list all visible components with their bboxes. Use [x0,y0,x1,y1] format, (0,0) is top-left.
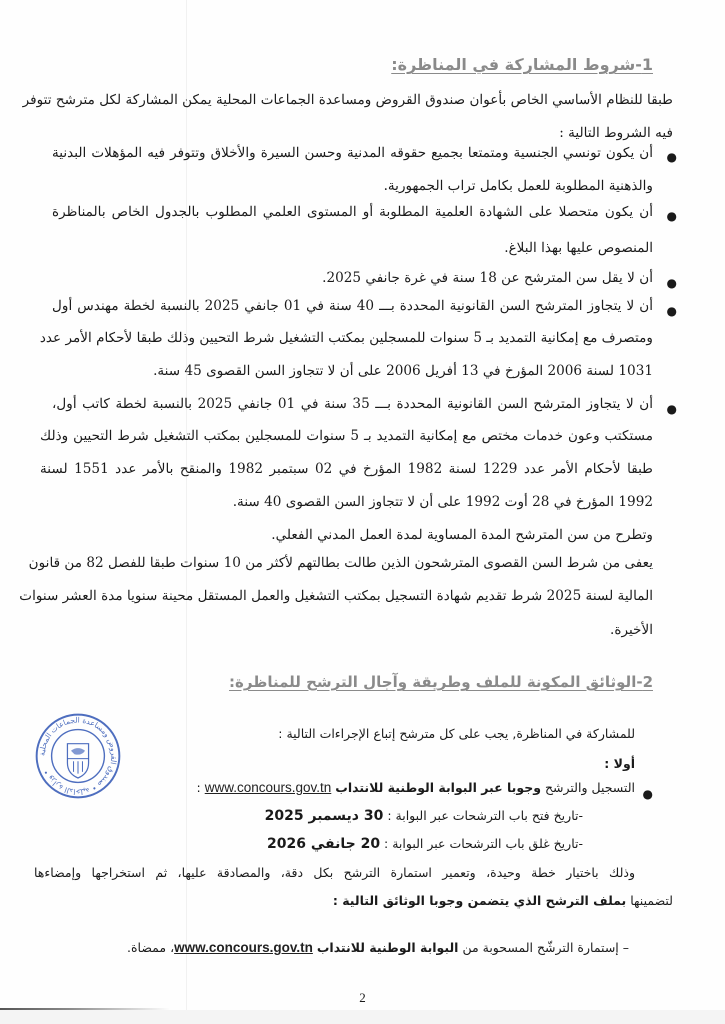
closing-date-value: 20 جانفي 2026 [267,836,381,852]
condition-2-line-2: المنصوص عليها بهذا البلاغ. [504,240,653,256]
procedure-line-1: وذلك باختيار خطة وحيدة، وتعمير استمارة الترشح بكل دقة، والمصادقة عليها، ثم استخراجها وإمضاءها [34,865,635,880]
bullet-icon: ● [666,402,677,416]
section-1-heading: 1-شروط المشاركة في المناظرة: [391,55,653,74]
bullet-icon: ● [666,304,677,318]
svg-text:وزارة الداخلية • صندوق القروض [38,716,119,797]
official-stamp-icon [34,712,122,800]
stamp-text: وزارة الداخلية • صندوق القروض ومساعدة الجماعات المحلية • [37,715,119,797]
concours-portal-link[interactable]: www.concours.gov.tn [174,940,313,955]
exemption-line-2: المالية لسنة 2025 شرط تقديم شهادة التسجيل بمكتب التشغيل والعمل المستقل محينة سنويا مدة العشر سنوات [19,588,653,604]
deduction-note: وتطرح من سن المترشح المدة المساوية لمدة العمل المدني الفعلي. [271,527,653,543]
procedure-line-2 [333,893,673,908]
document-item-prefix: – إستمارة الترشّح المسحوبة من [458,940,629,955]
condition-5-line-4: 1992 المؤرخ في 28 أوت 1992 على أن لا تتجاوز السن القصوى 40 سنة. [232,494,653,510]
condition-5-line-3: طبقا لأحكام الأمر عدد 1229 لسنة 1982 المؤرخ في 02 سبتمبر 1982 والمنقح بالأمر عدد 1551 لسنة [40,461,654,477]
section-2-intro: للمشاركة في المناظرة, يجب على كل مترشح إتباع الإجراءات التالية : [278,726,635,741]
document-item-bold: البوابة الوطنية للانتداب [316,940,459,955]
condition-2-line-1: أن يكون متحصلا على الشهادة العلمية المطلوبة أو المستوى العلمي المطلوب بالجدول الخاص بالمناظرة [52,204,653,220]
registration-line [197,780,635,795]
condition-1-line-2: والذهنية المطلوبة للعمل بكامل تراب الجمهورية. [383,178,653,194]
opening-date-label: -تاريخ فتح باب الترشحات عبر البوابة : [383,808,583,823]
condition-4-line-3: 1031 لسنة 2006 المؤرخ في 13 أفريل 2006 على أن لا تتجاوز السن القصوى 45 سنة. [153,363,653,379]
registration-suffix: : [196,780,205,795]
concours-portal-link[interactable]: www.concours.gov.tn [204,780,332,795]
condition-3-line-1: أن لا يقل سن المترشح عن 18 سنة في غرة جانفي 2025. [322,270,653,286]
registration-prefix: التسجيل والترشح [541,780,635,795]
section-2-heading: 2-الوثائق المكونة للملف وطريقة وآجال الترشح للمناظرة: [229,673,653,691]
intro-line-2: فيه الشروط التالية : [559,125,673,141]
exemption-line-3: الأخيرة. [610,622,653,638]
document-item-suffix: ، ممضاة. [127,940,175,955]
bullet-icon: ● [666,209,677,223]
bullet-icon: ● [642,787,653,801]
closing-date-line [267,836,583,852]
closing-date-label: -تاريخ غلق باب الترشحات عبر البوابة : [380,836,583,851]
bullet-icon: ● [666,276,677,290]
exemption-line-1: يعفى من شرط السن القصوى المترشحون الذين طالت بطالتهم لأكثر من 10 سنوات طبقا للفصل 82 من قانون [28,555,653,571]
opening-date-value: 30 ديسمبر 2025 [264,808,384,824]
condition-4-line-2: ومتصرف مع إمكانية التمديد بـ 5 سنوات للمسجلين بمكتب التشغيل شرط التحيين وذلك طبقا لأحكام الأمر عدد [39,330,653,346]
condition-4-line-1: أن لا يتجاوز المترشح السن القانونية المحددة بـــ 40 سنة في 01 جانفي 2025 بالنسبة لخطة مهندس أول [52,298,653,314]
procedure-prefix: لتضمينها [626,893,673,908]
document-item-line [127,940,629,955]
condition-5-line-1: أن لا يتجاوز المترشح السن القانونية المحددة بـــ 35 سنة في 01 جانفي 2025 بالنسبة لخطة كاتب أول، [52,396,654,412]
page-number: 2 [359,990,366,1005]
condition-1-line-1: أن يكون تونسي الجنسية ومتمتعا بجميع حقوقه المدنية وحسن السيرة والأخلاق وتتوفر فيه المؤهلات البدنية [52,145,653,161]
intro-line-1: طبقا للنظام الأساسي الخاص بأعوان صندوق القروض ومساعدة الجماعات المحلية يمكن المشاركة لكل مترشح تتوفر [22,92,673,108]
page-bottom-margin [0,1010,725,1024]
bullet-icon: ● [666,150,677,164]
condition-5-line-2: مستكتب وعون خدمات مختص مع إمكانية التمديد بـ 5 سنوات للمسجلين بمكتب التشغيل شرط التحيين وذلك [40,428,653,444]
registration-bold: وجوبا عبر البوابة الوطنية للانتداب [335,780,541,795]
procedure-bold: بملف الترشح الذي يتضمن وجوبا الوثائق التالية : [332,893,627,908]
first-label: أولا : [604,756,635,771]
opening-date-line [265,808,583,824]
